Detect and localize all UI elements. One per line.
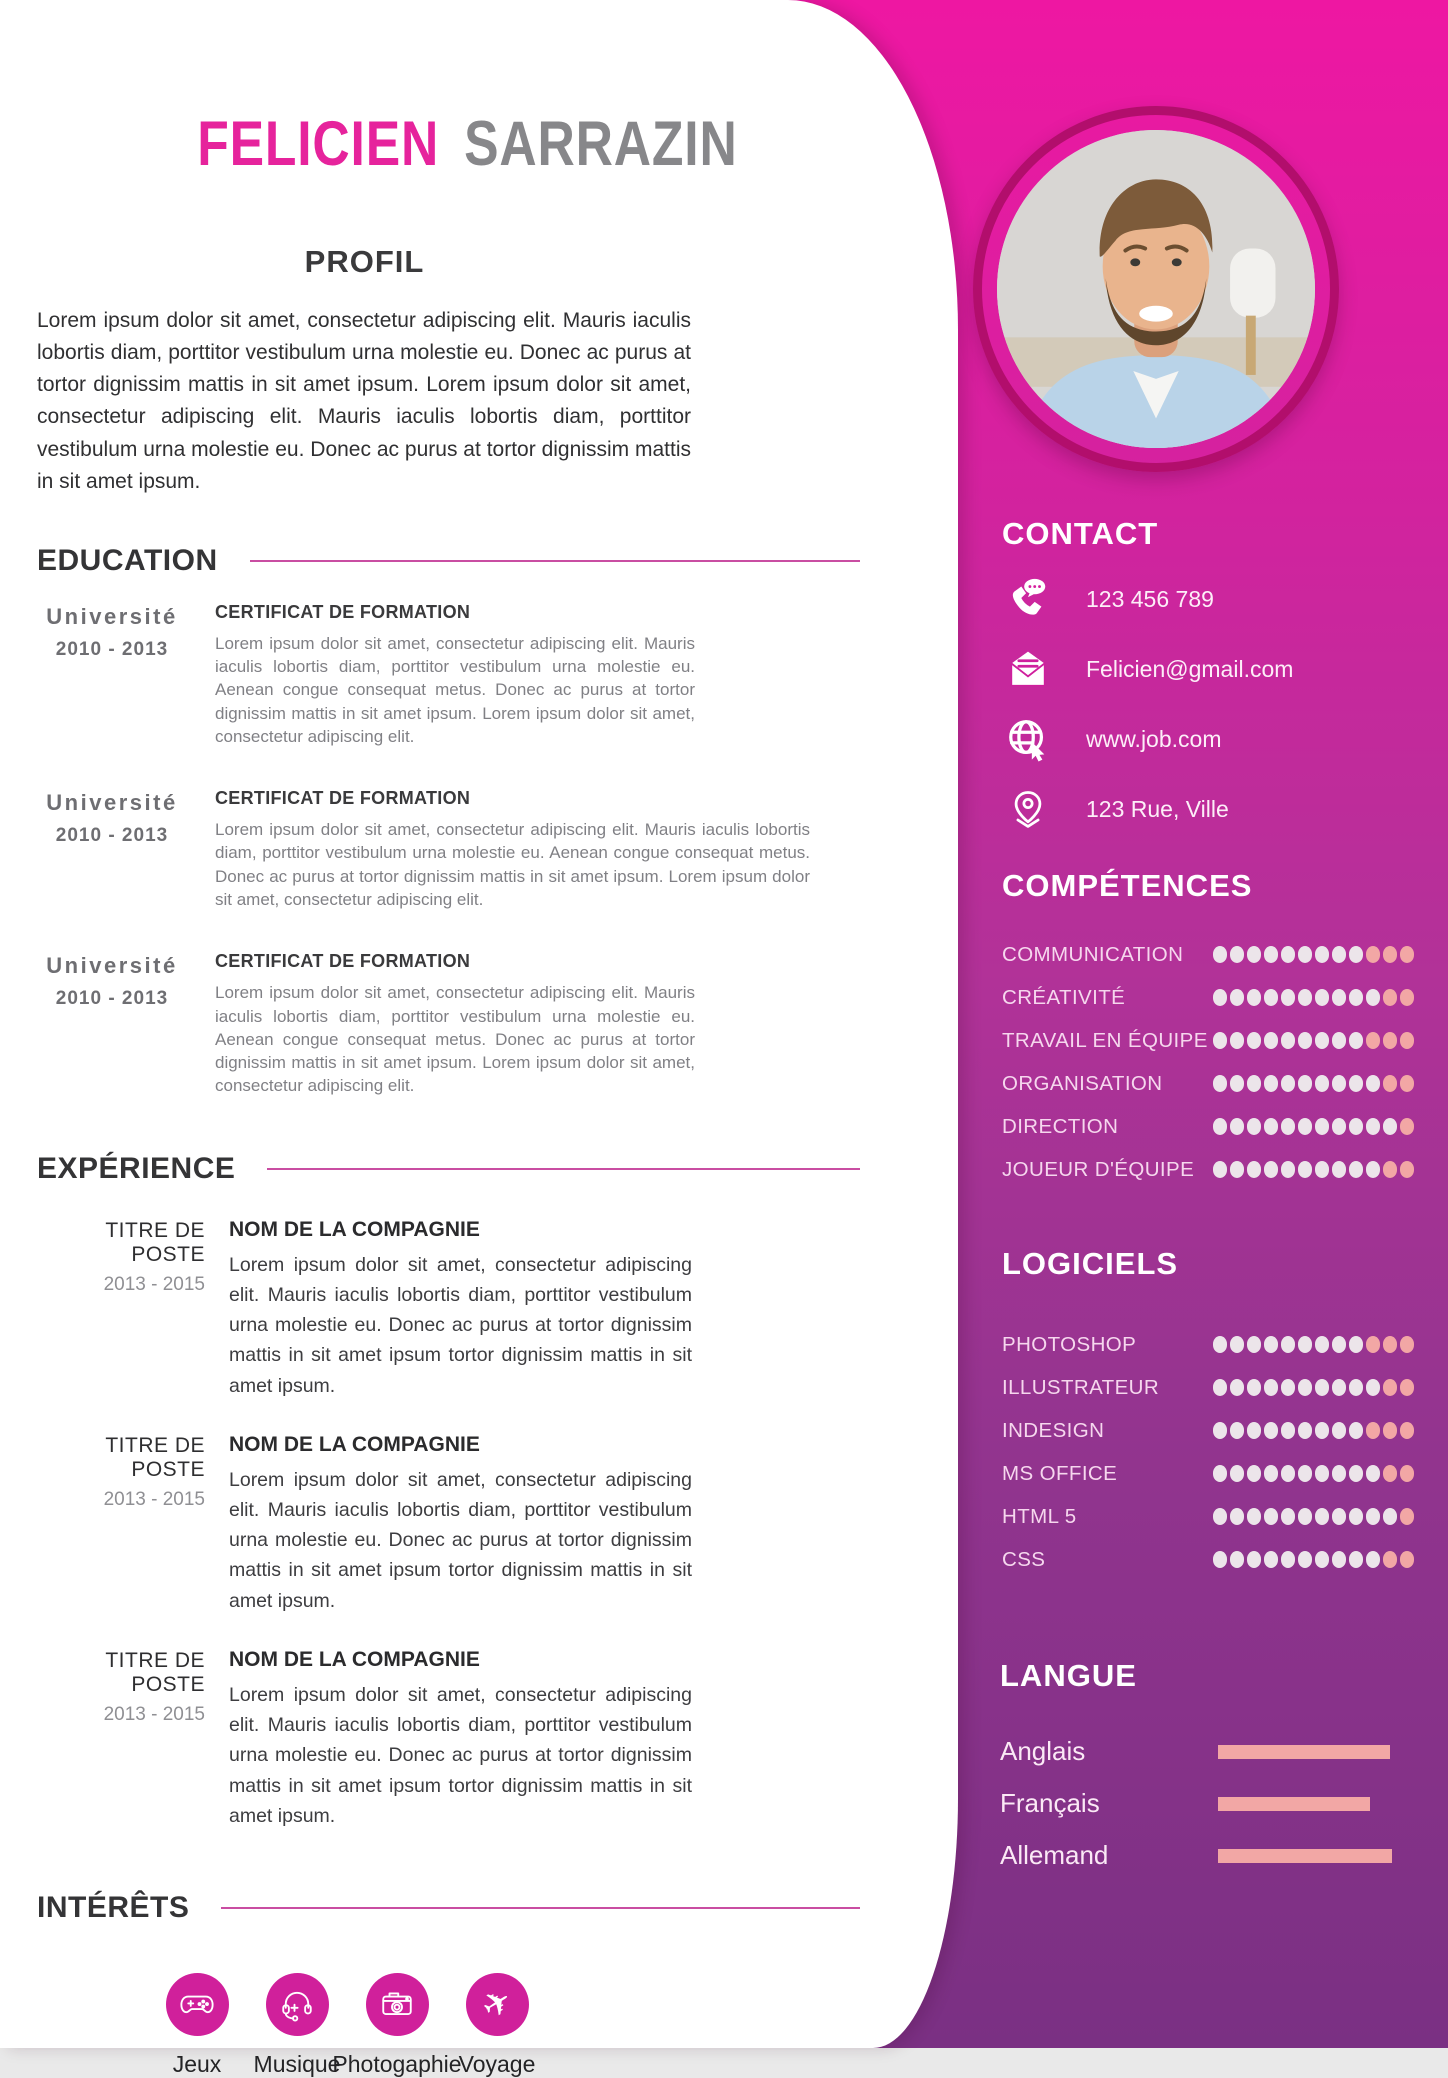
skill-rating-dots — [1213, 1118, 1415, 1135]
rating-dot-filled — [1298, 1508, 1313, 1525]
rating-dot-filled — [1315, 989, 1330, 1006]
company-name: NOM DE LA COMPAGNIE — [229, 1217, 480, 1241]
rating-dot-filled — [1332, 1118, 1347, 1135]
language-row — [1000, 1840, 1414, 1871]
school-name: Université — [46, 953, 178, 979]
rating-dot-filled — [1264, 1508, 1279, 1525]
competences-heading: COMPÉTENCES — [1002, 868, 1253, 903]
rating-dot-filled — [1349, 1465, 1364, 1482]
job-period: 2013 - 2015 — [103, 1273, 205, 1295]
rating-dot-filled — [1366, 989, 1381, 1006]
rating-dot-filled — [1332, 1032, 1347, 1049]
rating-dot-filled — [1281, 1032, 1296, 1049]
last-name: SARRAZIN — [464, 109, 738, 179]
rating-dot-filled — [1213, 1118, 1228, 1135]
rating-dot-filled — [1230, 1336, 1245, 1353]
skill-rating-dots — [1213, 1336, 1415, 1353]
rating-dot-filled — [1213, 1508, 1228, 1525]
rating-dot-remainder — [1400, 1118, 1415, 1135]
education-period: 2010 - 2013 — [55, 825, 169, 847]
skill-row — [1002, 1377, 1414, 1398]
job-period: 2013 - 2015 — [103, 1488, 205, 1510]
rating-dot-filled — [1315, 1551, 1330, 1568]
rating-dot-remainder — [1400, 989, 1415, 1006]
company-name: NOM DE LA COMPAGNIE — [229, 1432, 480, 1456]
interest-label: Musique — [253, 2050, 341, 2077]
skill-label: MS OFFICE — [1002, 1461, 1118, 1485]
rating-dot-filled — [1264, 1336, 1279, 1353]
skill-rating-dots — [1213, 989, 1415, 1006]
education-period: 2010 - 2013 — [55, 988, 169, 1010]
logiciels-list — [1002, 1334, 1414, 1570]
rating-dot-filled — [1230, 1075, 1245, 1092]
rating-dot-remainder — [1366, 1336, 1381, 1353]
experience-section-header — [37, 1152, 860, 1186]
rating-dot-filled — [1315, 1465, 1330, 1482]
rating-dot-filled — [1349, 1161, 1364, 1178]
rating-dot-filled — [1264, 1161, 1279, 1178]
education-entry-body — [215, 951, 695, 1097]
gamepad-icon — [166, 1973, 229, 2036]
job-title: TITRE DE POSTE — [105, 1433, 205, 1481]
rating-dot-filled — [1213, 1075, 1228, 1092]
logiciels-heading: LOGICIELS — [1002, 1246, 1179, 1281]
rating-dot-filled — [1383, 1118, 1398, 1135]
rating-dot-filled — [1315, 1336, 1330, 1353]
skill-label: TRAVAIL EN ÉQUIPE — [1002, 1028, 1208, 1052]
rating-dot-filled — [1264, 946, 1279, 963]
email-icon — [1002, 647, 1054, 691]
rating-dot-filled — [1281, 1551, 1296, 1568]
rating-dot-remainder — [1366, 1422, 1381, 1439]
rating-dot-filled — [1349, 1336, 1364, 1353]
rating-dot-filled — [1247, 1379, 1262, 1396]
language-level-bar — [1218, 1849, 1392, 1863]
rating-dot-filled — [1213, 1551, 1228, 1568]
rating-dot-remainder — [1383, 1422, 1398, 1439]
rating-dot-filled — [1230, 1379, 1245, 1396]
rating-dot-filled — [1247, 1422, 1262, 1439]
interest-label: Jeux — [172, 2050, 222, 2077]
competences-list — [1002, 944, 1414, 1180]
skill-rating-dots — [1213, 1161, 1415, 1178]
rating-dot-filled — [1315, 946, 1330, 963]
rating-dot-filled — [1366, 1551, 1381, 1568]
experience-entry-body — [229, 1648, 692, 1831]
contact-section — [1002, 516, 1422, 832]
rating-dot-remainder — [1383, 1379, 1398, 1396]
rating-dot-remainder — [1383, 1161, 1398, 1178]
skill-label: ORGANISATION — [1002, 1071, 1163, 1095]
contact-item-phone — [1002, 576, 1422, 622]
education-description: Lorem ipsum dolor sit amet, consectetur adipiscing elit. Mauris iaculis lobortis diam, porttitor vestibulum urna molestie eu. Aenean congue consequat metus. Donec ac purus at tortor dignissim mattis in sit amet ipsum. Lorem ipsum dolor sit amet, consectetur adipiscing elit. — [215, 983, 695, 1096]
phone-icon — [1002, 576, 1054, 622]
rating-dot-filled — [1298, 1551, 1313, 1568]
language-label: Français — [1000, 1788, 1100, 1818]
rating-dot-filled — [1366, 1161, 1381, 1178]
rating-dot-filled — [1315, 1508, 1330, 1525]
job-title: TITRE DE POSTE — [105, 1648, 205, 1696]
headset-icon — [266, 1973, 329, 2036]
rating-dot-filled — [1281, 1336, 1296, 1353]
rating-dot-filled — [1230, 1422, 1245, 1439]
rating-dot-filled — [1230, 1551, 1245, 1568]
rating-dot-filled — [1349, 989, 1364, 1006]
education-entry — [37, 788, 810, 911]
contact-item-address — [1002, 786, 1422, 832]
rating-dot-filled — [1230, 1032, 1245, 1049]
rating-dot-filled — [1298, 1032, 1313, 1049]
rating-dot-filled — [1281, 1422, 1296, 1439]
profile-text: Lorem ipsum dolor sit amet, consectetur adipiscing elit. Mauris iaculis lobortis diam, porttitor vestibulum urna molestie eu. Donec ac purus at tortor dignissim mattis in sit amet ipsum. Lorem ipsum dolor sit amet, consectetur adipiscing elit. Mauris iaculis lobortis diam, porttitor vestibulum urna molestie eu. Donec ac purus at tortor dignissim mattis in sit amet ipsum. — [37, 309, 691, 493]
skill-rating-dots — [1213, 1032, 1415, 1049]
skill-rating-dots — [1213, 1465, 1415, 1482]
job-period: 2013 - 2015 — [103, 1703, 205, 1725]
education-entry-body — [215, 788, 810, 911]
rating-dot-filled — [1247, 989, 1262, 1006]
skill-rating-dots — [1213, 946, 1415, 963]
rating-dot-filled — [1213, 1379, 1228, 1396]
education-entry — [37, 602, 695, 748]
location-icon — [1002, 787, 1054, 831]
contact-item-email — [1002, 646, 1422, 692]
rating-dot-filled — [1264, 1075, 1279, 1092]
rating-dot-filled — [1298, 989, 1313, 1006]
section-divider-line — [221, 1907, 860, 1909]
rating-dot-filled — [1247, 1551, 1262, 1568]
language-level-bar — [1218, 1797, 1370, 1811]
rating-dot-filled — [1213, 1465, 1228, 1482]
rating-dot-filled — [1315, 1075, 1330, 1092]
section-divider-line — [250, 560, 860, 562]
rating-dot-filled — [1281, 989, 1296, 1006]
rating-dot-filled — [1281, 1118, 1296, 1135]
rating-dot-filled — [1298, 1422, 1313, 1439]
rating-dot-remainder — [1366, 1032, 1381, 1049]
rating-dot-remainder — [1400, 1161, 1415, 1178]
experience-entry-body — [229, 1218, 692, 1401]
rating-dot-remainder — [1366, 946, 1381, 963]
rating-dot-filled — [1315, 1379, 1330, 1396]
rating-dot-filled — [1230, 1161, 1245, 1178]
interests-section-header — [37, 1891, 860, 1925]
rating-dot-filled — [1366, 1075, 1381, 1092]
rating-dot-filled — [1332, 1161, 1347, 1178]
education-entry — [37, 951, 695, 1097]
rating-dot-filled — [1366, 1465, 1381, 1482]
contact-heading: CONTACT — [1002, 516, 1159, 551]
rating-dot-filled — [1281, 946, 1296, 963]
rating-dot-remainder — [1400, 1551, 1415, 1568]
rating-dot-remainder — [1383, 1465, 1398, 1482]
rating-dot-filled — [1213, 1422, 1228, 1439]
rating-dot-filled — [1332, 1336, 1347, 1353]
skill-row — [1002, 1073, 1414, 1094]
rating-dot-filled — [1349, 1551, 1364, 1568]
interest-item — [332, 1973, 462, 2078]
skill-row — [1002, 1549, 1414, 1570]
skill-row — [1002, 1030, 1414, 1051]
rating-dot-filled — [1298, 1336, 1313, 1353]
rating-dot-filled — [1349, 1508, 1364, 1525]
skill-row — [1002, 1334, 1414, 1355]
rating-dot-filled — [1281, 1379, 1296, 1396]
experience-entry — [37, 1433, 692, 1616]
skill-row — [1002, 987, 1414, 1008]
rating-dot-filled — [1366, 1118, 1381, 1135]
language-row — [1000, 1736, 1414, 1767]
rating-dot-filled — [1281, 1075, 1296, 1092]
skill-label: COMMUNICATION — [1002, 942, 1184, 966]
rating-dot-remainder — [1383, 946, 1398, 963]
skill-label: ILLUSTRATEUR — [1002, 1375, 1160, 1399]
camera-icon — [366, 1973, 429, 2036]
skill-rating-dots — [1213, 1379, 1415, 1396]
interest-item — [147, 1973, 247, 2078]
rating-dot-filled — [1281, 1508, 1296, 1525]
rating-dot-filled — [1213, 1032, 1228, 1049]
rating-dot-filled — [1230, 946, 1245, 963]
rating-dot-remainder — [1383, 1551, 1398, 1568]
interest-label: Photogaphie — [332, 2050, 462, 2077]
degree-title: CERTIFICAT DE FORMATION — [215, 951, 471, 972]
rating-dot-filled — [1247, 1161, 1262, 1178]
rating-dot-filled — [1281, 1465, 1296, 1482]
education-description: Lorem ipsum dolor sit amet, consectetur adipiscing elit. Mauris iaculis lobortis diam, porttitor vestibulum urna molestie eu. Aenean congue consequat metus. Donec ac purus at tortor dignissim mattis in sit amet ipsum. Lorem ipsum dolor sit amet, consectetur adipiscing elit. — [215, 820, 810, 909]
skill-row — [1002, 1463, 1414, 1484]
rating-dot-filled — [1247, 1336, 1262, 1353]
rating-dot-filled — [1315, 1422, 1330, 1439]
interests-row — [147, 1973, 958, 2078]
language-label: Anglais — [1000, 1736, 1086, 1766]
rating-dot-remainder — [1400, 1336, 1415, 1353]
rating-dot-remainder — [1400, 1379, 1415, 1396]
language-row — [1000, 1788, 1414, 1819]
rating-dot-filled — [1366, 1379, 1381, 1396]
rating-dot-filled — [1230, 989, 1245, 1006]
rating-dot-filled — [1230, 1118, 1245, 1135]
education-entry-left — [37, 951, 187, 1097]
job-description: Lorem ipsum dolor sit amet, consectetur adipiscing elit. Mauris iaculis lobortis diam, porttitor vestibulum urna molestie eu. Donec ac purus at tortor dignissim mattis in sit amet ipsum tortor dignissim mattis in sit amet ipsum. — [229, 1253, 692, 1397]
street-address: 123 Rue, Ville — [1086, 795, 1229, 822]
rating-dot-filled — [1264, 1422, 1279, 1439]
profile-photo — [997, 130, 1315, 448]
rating-dot-filled — [1332, 1508, 1347, 1525]
skill-row — [1002, 1506, 1414, 1527]
rating-dot-remainder — [1400, 1422, 1415, 1439]
phone-number: 123 456 789 — [1086, 585, 1214, 612]
rating-dot-remainder — [1400, 1032, 1415, 1049]
rating-dot-filled — [1383, 1508, 1398, 1525]
contact-item-website — [1002, 716, 1422, 762]
langue-heading: LANGUE — [1000, 1658, 1137, 1693]
rating-dot-filled — [1332, 1465, 1347, 1482]
skill-rating-dots — [1213, 1422, 1415, 1439]
experience-entry — [37, 1648, 692, 1831]
skill-row — [1002, 944, 1414, 965]
rating-dot-filled — [1230, 1465, 1245, 1482]
globe-icon — [1002, 716, 1054, 762]
education-heading: EDUCATION — [37, 543, 218, 577]
rating-dot-filled — [1264, 989, 1279, 1006]
experience-heading: EXPÉRIENCE — [37, 1151, 236, 1185]
rating-dot-filled — [1315, 1032, 1330, 1049]
rating-dot-filled — [1315, 1161, 1330, 1178]
skill-rating-dots — [1213, 1508, 1415, 1525]
rating-dot-remainder — [1383, 1075, 1398, 1092]
rating-dot-filled — [1230, 1508, 1245, 1525]
job-description: Lorem ipsum dolor sit amet, consectetur adipiscing elit. Mauris iaculis lobortis diam, porttitor vestibulum urna molestie eu. Donec ac purus at tortor dignissim mattis in sit amet ipsum tortor dignissim mattis in sit amet ipsum. — [229, 1468, 692, 1612]
job-title: TITRE DE POSTE — [105, 1218, 205, 1266]
rating-dot-filled — [1213, 1161, 1228, 1178]
rating-dot-filled — [1213, 1336, 1228, 1353]
first-name: FELICIEN — [197, 109, 440, 179]
school-name: Université — [46, 603, 178, 629]
langue-list — [1000, 1736, 1414, 1871]
skill-rating-dots — [1213, 1075, 1415, 1092]
rating-dot-filled — [1349, 1379, 1364, 1396]
logiciels-section — [1002, 1246, 1414, 1570]
experience-entry-body — [229, 1433, 692, 1616]
interest-item — [447, 1973, 547, 2078]
skill-row — [1002, 1420, 1414, 1441]
skill-label: HTML 5 — [1002, 1504, 1077, 1528]
rating-dot-filled — [1298, 1118, 1313, 1135]
degree-title: CERTIFICAT DE FORMATION — [215, 788, 471, 809]
job-description: Lorem ipsum dolor sit amet, consectetur adipiscing elit. Mauris iaculis lobortis diam, porttitor vestibulum urna molestie eu. Donec ac purus at tortor dignissim mattis in sit amet ipsum tortor dignissim mattis in sit amet ipsum. — [229, 1683, 692, 1827]
rating-dot-filled — [1349, 1422, 1364, 1439]
rating-dot-filled — [1298, 946, 1313, 963]
rating-dot-filled — [1332, 1422, 1347, 1439]
education-entry-body — [215, 602, 695, 748]
rating-dot-filled — [1247, 946, 1262, 963]
interest-label: Voyage — [458, 2050, 536, 2077]
rating-dot-filled — [1332, 989, 1347, 1006]
rating-dot-filled — [1366, 1508, 1381, 1525]
skill-label: INDESIGN — [1002, 1418, 1105, 1442]
degree-title: CERTIFICAT DE FORMATION — [215, 601, 471, 622]
plane-icon: ✈ — [466, 1973, 529, 2036]
skill-label: CRÉATIVITÉ — [1002, 985, 1126, 1009]
interests-heading: INTÉRÊTS — [37, 1890, 190, 1924]
competences-section — [1002, 868, 1414, 1180]
profile-heading: PROFIL — [304, 244, 425, 279]
skill-label: PHOTOSHOP — [1002, 1332, 1137, 1356]
rating-dot-filled — [1349, 1075, 1364, 1092]
language-level-bar — [1218, 1745, 1390, 1759]
rating-dot-filled — [1247, 1465, 1262, 1482]
rating-dot-filled — [1298, 1465, 1313, 1482]
rating-dot-filled — [1315, 1118, 1330, 1135]
rating-dot-filled — [1332, 1075, 1347, 1092]
rating-dot-remainder — [1400, 1508, 1415, 1525]
education-entry-left — [37, 602, 187, 748]
skill-label: CSS — [1002, 1547, 1046, 1571]
profile-photo-ring — [973, 106, 1339, 472]
rating-dot-filled — [1298, 1379, 1313, 1396]
website-url: www.job.com — [1086, 725, 1222, 752]
skill-row — [1002, 1116, 1414, 1137]
rating-dot-filled — [1264, 1551, 1279, 1568]
rating-dot-filled — [1349, 1032, 1364, 1049]
rating-dot-filled — [1264, 1032, 1279, 1049]
rating-dot-filled — [1247, 1508, 1262, 1525]
rating-dot-filled — [1247, 1075, 1262, 1092]
rating-dot-filled — [1349, 946, 1364, 963]
rating-dot-filled — [1349, 1118, 1364, 1135]
experience-entry — [37, 1218, 692, 1401]
rating-dot-remainder — [1383, 1336, 1398, 1353]
rating-dot-remainder — [1383, 989, 1398, 1006]
rating-dot-filled — [1332, 946, 1347, 963]
rating-dot-filled — [1332, 1379, 1347, 1396]
school-name: Université — [46, 790, 178, 816]
education-period: 2010 - 2013 — [55, 638, 169, 660]
rating-dot-filled — [1298, 1161, 1313, 1178]
rating-dot-filled — [1213, 946, 1228, 963]
skill-label: JOUEUR D'ÉQUIPE — [1002, 1157, 1195, 1181]
email-address: Felicien@gmail.com — [1086, 655, 1294, 682]
rating-dot-filled — [1332, 1551, 1347, 1568]
skill-label: DIRECTION — [1002, 1114, 1119, 1138]
skill-rating-dots — [1213, 1551, 1415, 1568]
company-name: NOM DE LA COMPAGNIE — [229, 1647, 480, 1671]
rating-dot-remainder — [1383, 1032, 1398, 1049]
rating-dot-remainder — [1400, 1075, 1415, 1092]
section-divider-line — [267, 1168, 860, 1170]
candidate-name — [197, 108, 738, 180]
experience-entry-left — [37, 1648, 205, 1831]
rating-dot-filled — [1264, 1465, 1279, 1482]
rating-dot-filled — [1298, 1075, 1313, 1092]
rating-dot-filled — [1213, 989, 1228, 1006]
rating-dot-remainder — [1400, 1465, 1415, 1482]
rating-dot-filled — [1247, 1032, 1262, 1049]
skill-row — [1002, 1159, 1414, 1180]
langue-section — [1000, 1658, 1414, 1871]
language-label: Allemand — [1000, 1840, 1109, 1870]
rating-dot-remainder — [1400, 946, 1415, 963]
education-section-header — [37, 544, 860, 578]
rating-dot-filled — [1281, 1161, 1296, 1178]
rating-dot-filled — [1264, 1379, 1279, 1396]
education-description: Lorem ipsum dolor sit amet, consectetur adipiscing elit. Mauris iaculis lobortis diam, porttitor vestibulum urna molestie eu. Aenean congue consequat metus. Donec ac purus at tortor dignissim mattis in sit amet ipsum. Lorem ipsum dolor sit amet, consectetur adipiscing elit. — [215, 633, 695, 746]
rating-dot-filled — [1264, 1118, 1279, 1135]
education-entry-left — [37, 788, 187, 911]
rating-dot-filled — [1247, 1118, 1262, 1135]
experience-entry-left — [37, 1433, 205, 1616]
experience-entry-left — [37, 1218, 205, 1401]
